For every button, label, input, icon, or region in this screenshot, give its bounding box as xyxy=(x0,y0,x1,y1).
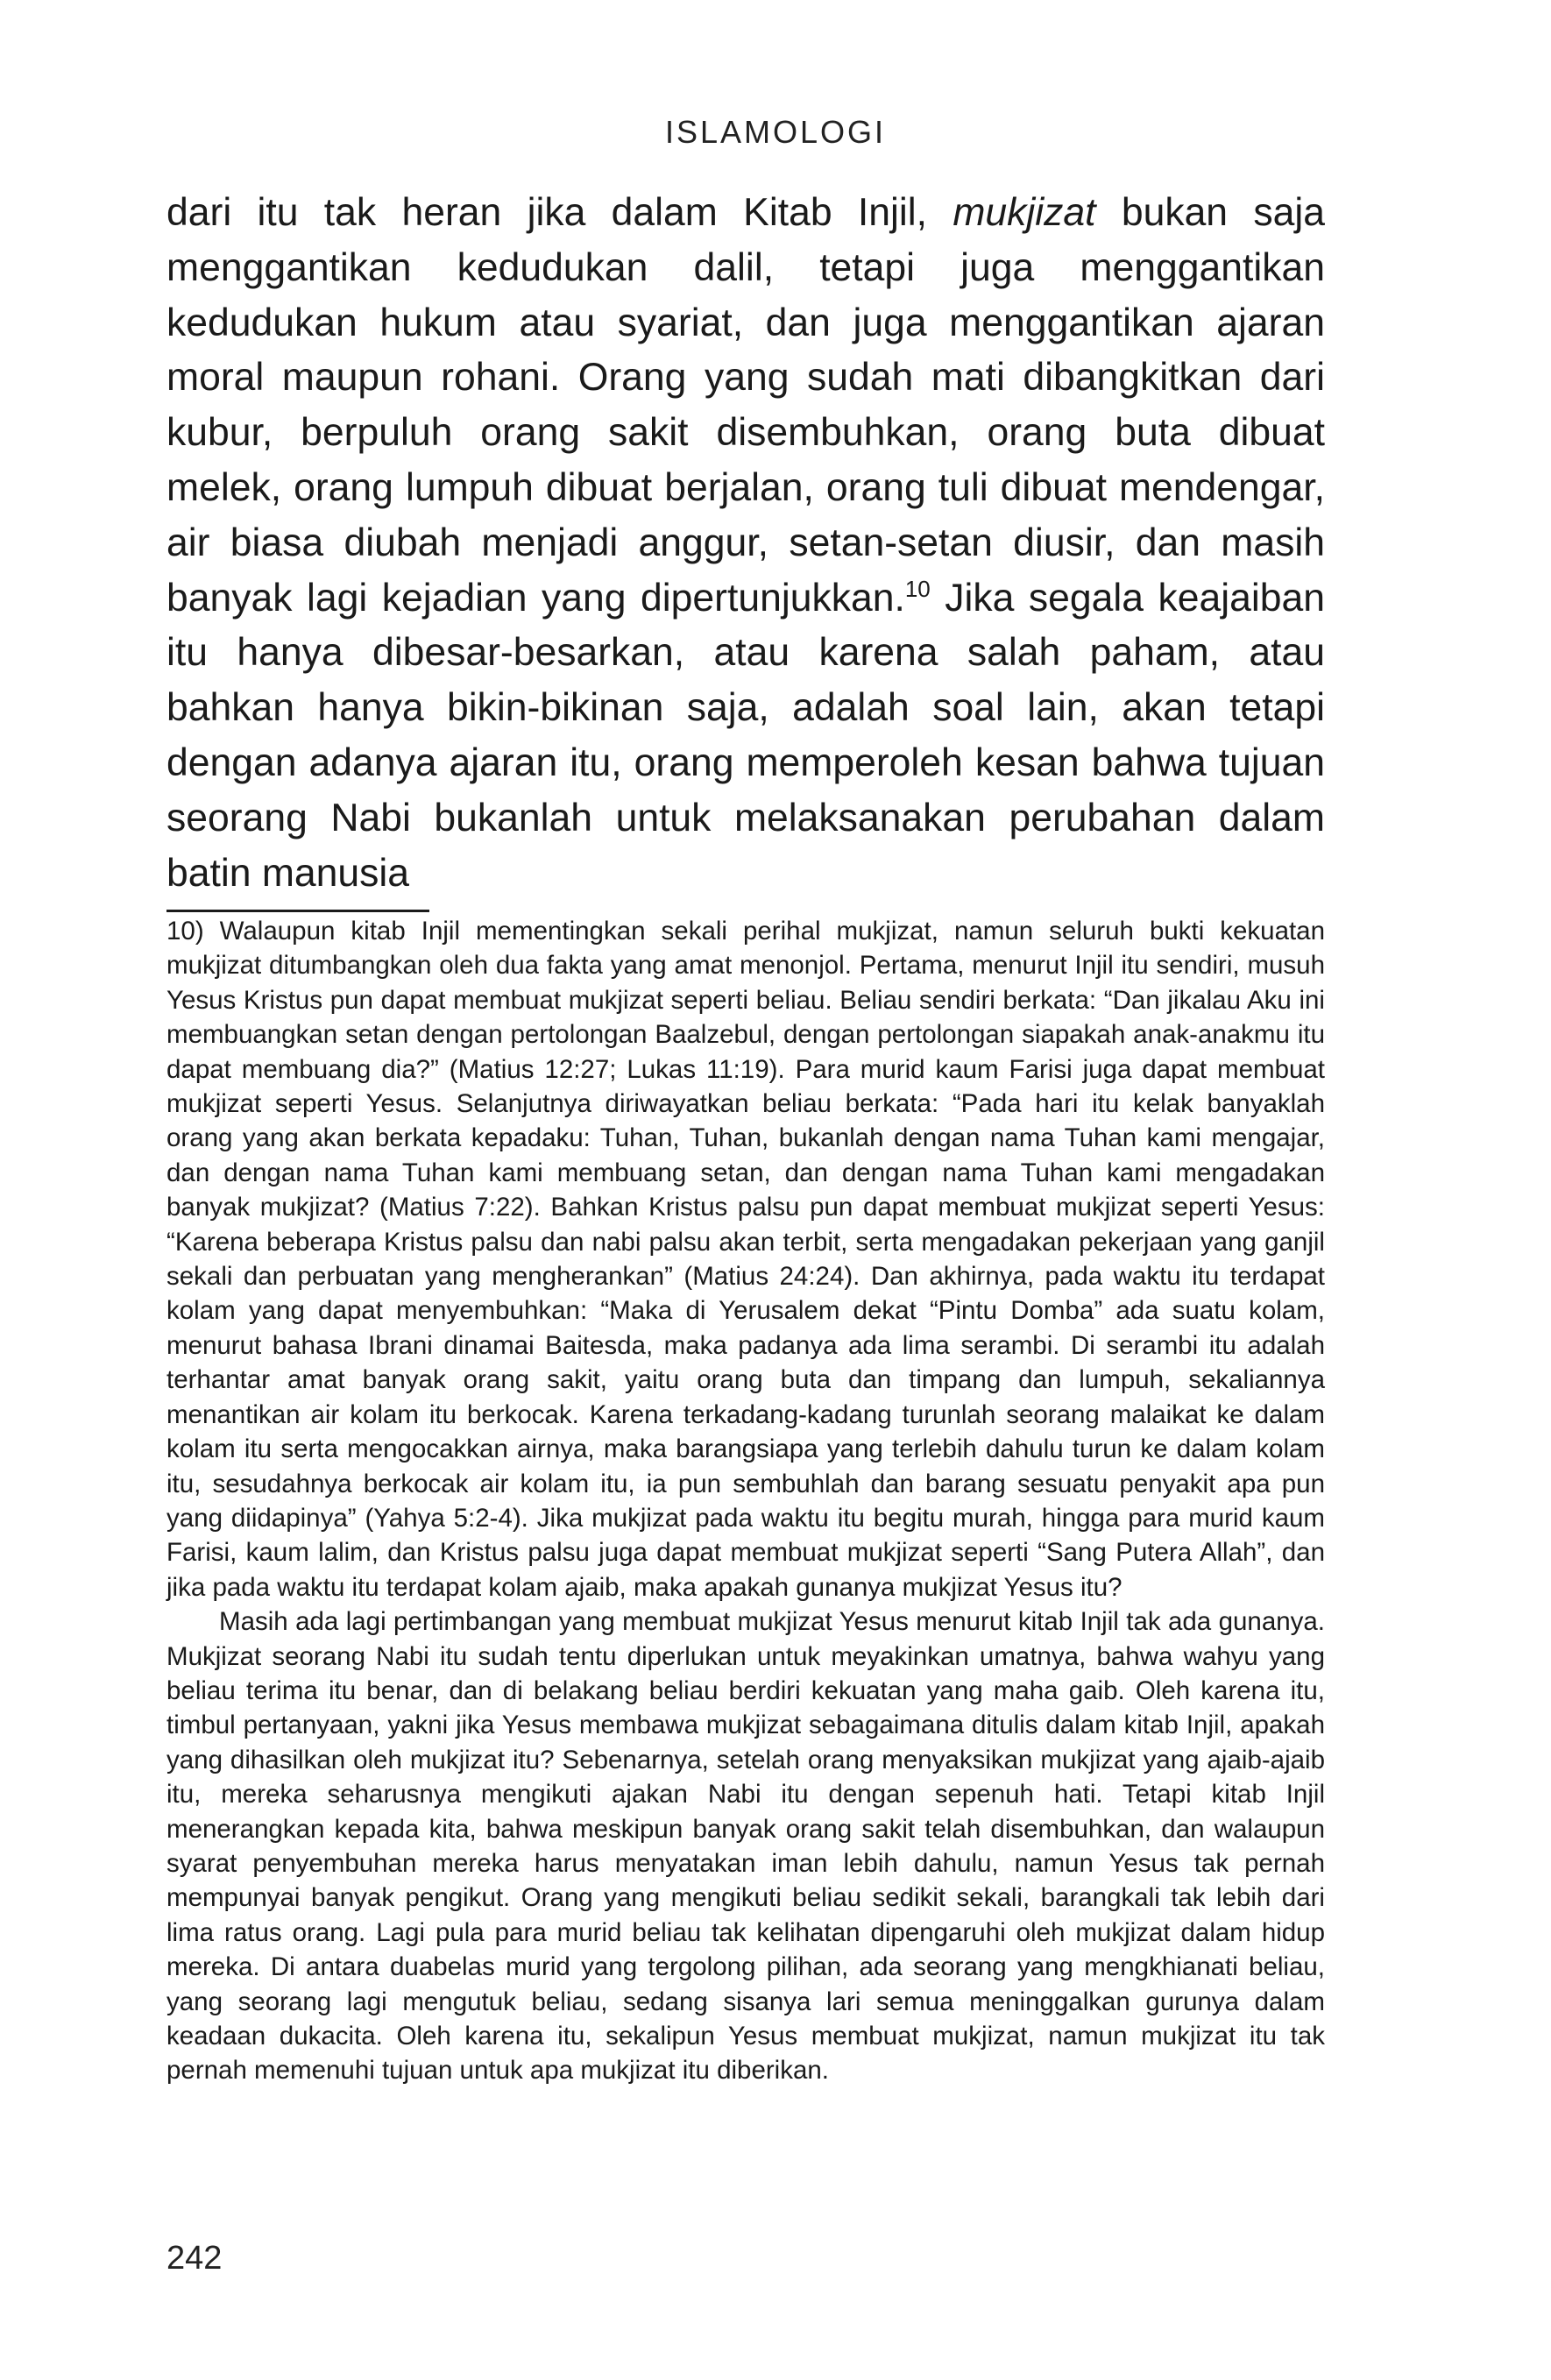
footnote-section xyxy=(166,914,1325,2088)
page-number: 242 xyxy=(166,2240,223,2277)
body-paragraph xyxy=(166,186,1325,901)
footnote-10-continuation: Masih ada lagi pertimbangan yang membuat mukjizat Yesus menurut kitab Injil tak ada gunanya. Mukjizat seorang Nabi itu sudah tentu diperlukan untuk meyakinkan umatnya, bahwa wahyu yang beliau terima itu benar, dan di belakang beliau berdiri kekuatan yang maha gaib. Oleh karena itu, timbul pertanyaan, yakni jika Yesus membawa mukjizat sebagaimana ditulis dalam kitab Injil, apakah yang dihasilkan oleh mukjizat itu? Sebenarnya, setelah orang menyaksikan mukjizat yang ajaib-ajaib itu, mereka seharusnya mengikuti ajakan Nabi itu dengan sepenuh hati. Tetapi kitab Injil menerangkan kepada kita, bahwa meskipun banyak orang sakit telah disembuhkan, dan walaupun syarat penyembuhan mereka harus menyatakan iman lebih dahulu, namun Yesus tak pernah mempunyai banyak pengikut. Orang yang mengikuti beliau sedikit sekali, barangkali tak lebih dari lima ratus orang. Lagi pula para murid beliau tak kelihatan dipengaruhi oleh mukjizat dalam hidup mereka. Di antara duabelas murid yang tergolong pilihan, ada seorang yang mengkhianati beliau, yang seorang lagi mengutuk beliau, sedang sisanya lari semua meninggalkan gurunya dalam keadaan dukacita. Oleh karena itu, sekalipun Yesus membuat mukjizat, namun mukjizat itu tak pernah memenuhi tujuan untuk apa mukjizat itu diberikan. xyxy=(166,1607,1325,2086)
body-text-part3: Jika segala keajaiban itu hanya dibesar-besarkan, atau karena salah paham, atau bahkan hanya bikin-bikinan saja, adalah soal lain, akan tetapi dengan adanya ajaran itu, orang memperoleh kesan bahwa tujuan seorang Nabi bukanlah untuk melaksanakan perubahan dalam batin manusia xyxy=(166,576,1325,895)
footnote-10: 10) Walaupun kitab Injil mementingkan sekali perihal mukjizat, namun seluruh bukti kekuatan mukjizat ditumbangkan oleh dua fakta yang amat menonjol. Pertama, menurut Injil itu sendiri, musuh Yesus Kristus pun dapat membuat mukjizat seperti beliau. Beliau sendiri berkata: “Dan jikalau Aku ini membuangkan setan dengan pertolongan Baalzebul, dengan pertolongan siapakah anak-anakmu itu dapat membuang dia?” (Matius 12:27; Lukas 11:19). Para murid kaum Farisi juga dapat membuat mukjizat seperti Yesus. Selanjutnya diriwayatkan beliau berkata: “Pada hari itu kelak banyaklah orang yang akan berkata kepadaku: Tuhan, Tuhan, bukanlah dengan nama Tuhan kami mengajar, dan dengan nama Tuhan kami membuang setan, dan dengan nama Tuhan kami mengadakan banyak mukjizat? (Matius 7:22). Bahkan Kristus palsu pun dapat membuat mukjizat seperti Yesus: “Karena beberapa Kristus palsu dan nabi palsu akan terbit, serta mengadakan pekerjaan yang ganjil sekali dan perbuatan yang mengherankan” (Matius 24:24). Dan akhirnya, pada waktu itu terdapat kolam yang dapat menyembuhkan: “Maka di Yerusalem dekat “Pintu Domba” ada suatu kolam, menurut bahasa Ibrani dinamai Baitesda, maka padanya ada lima serambi. Di serambi itu adalah terhantar amat banyak orang sakit, yaitu orang buta dan timpang dan lumpuh, sekaliannya menantikan air kolam itu berkocak. Karena terkadang-kadang turunlah seorang malaikat ke dalam kolam itu serta mengocakkan airnya, maka barangsiapa yang terlebih dahulu turun ke dalam kolam itu, sesudahnya berkocak air kolam itu, ia pun sembuhlah dan barang sesuatu penyakit apa pun yang diidapinya” (Yahya 5:2-4). Jika mukjizat pada waktu itu begitu murah, hingga para murid kaum Farisi, kaum lalim, dan Kristus palsu juga dapat membuat mukjizat seperti “Sang Putera Allah”, dan jika pada waktu itu terdapat kolam ajaib, maka apakah gunanya mukjizat Yesus itu? xyxy=(166,917,1325,1602)
footnote-reference[interactable]: 10 xyxy=(904,575,931,602)
running-header: ISLAMOLOGI xyxy=(664,114,887,150)
italic-term: mukjizat xyxy=(953,191,1096,234)
footnote-divider xyxy=(166,910,429,912)
body-text-part1: dari itu tak heran jika dalam Kitab Injil, xyxy=(166,191,953,234)
body-text-part2: bukan saja menggantikan kedudukan dalil, tetapi juga menggantikan kedudukan hukum atau syariat, dan juga menggantikan ajaran moral maupun rohani. Orang yang sudah mati dibangkitkan dari kubur, berpuluh orang sakit disembuhkan, orang buta dibuat melek, orang lumpuh dibuat berjalan, orang tuli dibuat mendengar, air biasa diubah menjadi anggur, setan-setan diusir, dan masih banyak lagi kejadian yang dipertunjukkan. xyxy=(166,191,1325,620)
